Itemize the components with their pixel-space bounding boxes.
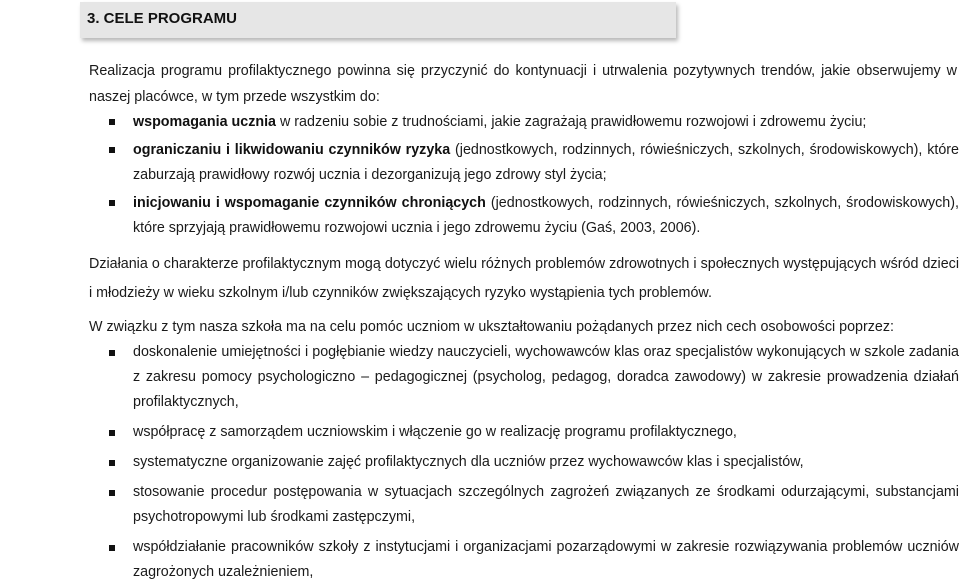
- list-item: [102, 420, 959, 445]
- goal-bold-text: inicjowaniu i wspomaganie czynników chroniących: [133, 195, 486, 211]
- square-bullet-icon: [109, 430, 115, 436]
- list-item: [102, 535, 959, 585]
- list-item: [102, 191, 959, 241]
- list-item: [102, 138, 959, 188]
- list-item: [102, 340, 959, 415]
- square-bullet-icon: [109, 490, 115, 496]
- list-item: [102, 450, 959, 475]
- intro-paragraph: Realizacja programu profilaktycznego powinna się przyczynić do kontynuacji i utrwalenia pozytywnych trendów, jakie obserwujemy w naszej placówce, w tym przede wszystkim do:: [89, 63, 957, 105]
- methods-list: [102, 340, 959, 585]
- goal-bold-text: ograniczaniu i likwidowaniu czynników ryzyka: [133, 142, 451, 158]
- method-text: doskonalenie umiejętności i pogłębianie wiedzy nauczycieli, wychowawców klas oraz specjalistów wykonujących w szkole zadania z zakresu pomocy psychologiczno – pedagogicznej (psycholog, pedagog, doradca zawodowy) w zakresie prowadzenia działań profilaktycznych,: [133, 344, 959, 410]
- list-item: [102, 480, 959, 530]
- square-bullet-icon: [109, 545, 115, 551]
- goal-text: (jednostkowych, rodzinnych, rówieśniczych, szkolnych, środowiskowych), które zaburzają prawidłowy rozwój ucznia i dezorganizują jego zdrowy styl życia;: [133, 142, 959, 183]
- aim-intro-paragraph: W związku z tym nasza szkoła ma na celu pomóc uczniom w ukształtowaniu pożądanych przez nich cech osobowości poprzez:: [89, 319, 894, 335]
- goals-list: [102, 110, 959, 241]
- section-heading: 3. CELE PROGRAMU: [87, 10, 238, 27]
- goal-bold-text: wspomagania ucznia: [133, 114, 277, 130]
- square-bullet-icon: [109, 460, 115, 466]
- list-item: [102, 110, 959, 135]
- goal-text: w radzeniu sobie z trudnościami, jakie zagrażają prawidłowemu rozwojowi i zdrowemu życiu;: [276, 114, 867, 130]
- method-text: systematyczne organizowanie zajęć profilaktycznych dla uczniów przez wychowawców klas i specjalistów,: [133, 454, 804, 470]
- section-heading-bar: [80, 2, 676, 38]
- method-text: stosowanie procedur postępowania w sytuacjach szczególnych zagrożeń związanych ze środkami odurzającymi, substancjami psychotropowymi lub środkami zastępczymi,: [133, 484, 959, 525]
- square-bullet-icon: [109, 147, 115, 153]
- square-bullet-icon: [109, 119, 115, 125]
- goal-text: (jednostkowych, rodzinnych, rówieśniczych, szkolnych, środowiskowych), które sprzyjają prawidłowemu rozwojowi ucznia i jego zdrowemu życiu (Gaś, 2003, 2006).: [133, 195, 959, 236]
- actions-paragraph: Działania o charakterze profilaktycznym mogą dotyczyć wielu różnych problemów zdrowotnych i społecznych występujących wśród dzieci i młodzieży w wieku szkolnym i/lub czynników zwiększających ryzyko wystąpienia tych problemów.: [89, 256, 959, 301]
- square-bullet-icon: [109, 350, 115, 356]
- square-bullet-icon: [109, 200, 115, 206]
- method-text: współdziałanie pracowników szkoły z instytucjami i organizacjami pozarządowymi w zakresie rozwiązywania problemów uczniów zagrożonych uzależnieniem,: [133, 539, 959, 580]
- method-text: współpracę z samorządem uczniowskim i włączenie go w realizację programu profilaktycznego,: [133, 424, 737, 440]
